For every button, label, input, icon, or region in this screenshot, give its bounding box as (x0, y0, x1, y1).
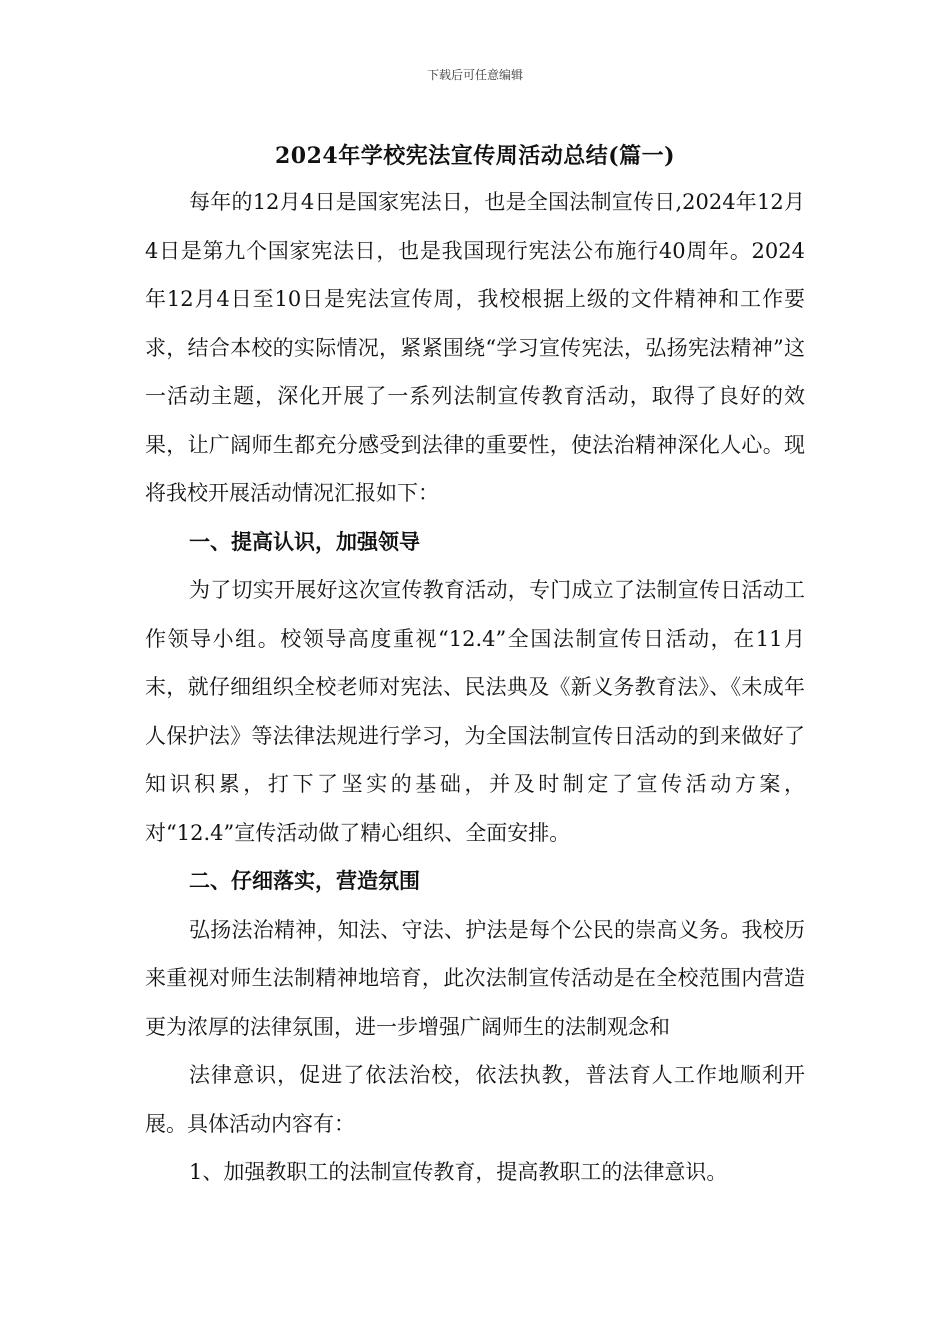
section-1-paragraph: 为了切实开展好这次宣传教育活动，专门成立了法制宣传日活动工作领导小组。校领导高度重视“12.4”全国法制宣传日活动，在11月末，就仔细组织全校老师对宪法、民法典及《新义务教育法》、《未成年人保护法》等法律法规进行学习，为全国法制宣传日活动的到来做好了知识积累，打下了坚实的基础，并及时制定了宣传活动方案，对“12.4”宣传活动做了精心组织、全面安排。 (145, 578, 805, 845)
activity-item-1: 1、加强教职工的法制宣传教育，提高教职工的法律意识。 (189, 1160, 728, 1184)
document-title: 2024年学校宪法宣传周活动总结(篇一) (274, 143, 676, 169)
document-body (145, 136, 805, 1197)
section-heading-2: 二、仔细落实，营造氛围 (189, 868, 420, 893)
section-2-paragraph: 弘扬法治精神，知法、守法、护法是每个公民的崇高义务。我校历来重视对师生法制精神地培育，此次法制宣传活动是在全校范围内营造更为浓厚的法律氛围，进一步增强广阔师生的法制观念和 (145, 917, 805, 1039)
header-note: 下载后可任意编辑 (426, 68, 523, 82)
section-heading-1: 一、提高认识，加强领导 (189, 528, 420, 554)
intro-paragraph: 每年的12月4日是国家宪法日，也是全国法制宣传日,2024年12月4日是第九个国家宪法日，也是我国现行宪法公布施行40周年。2024年12月4日至10日是宪法宣传周，我校根据上级的文件精神和工作要求，结合本校的实际情况，紧紧围绕“学习宣传宪法，弘扬宪法精神”这一活动主题，深化开展了一系列法制宣传教育活动，取得了良好的效果，让广阔师生都充分感受到法律的重要性，使法治精神深化人心。现将我校开展活动情况汇报如下： (145, 190, 805, 505)
section-2-paragraph-continued: 法律意识，促进了依法治校，依法执教，普法育人工作地顺利开展。具体活动内容有： (145, 1063, 805, 1136)
